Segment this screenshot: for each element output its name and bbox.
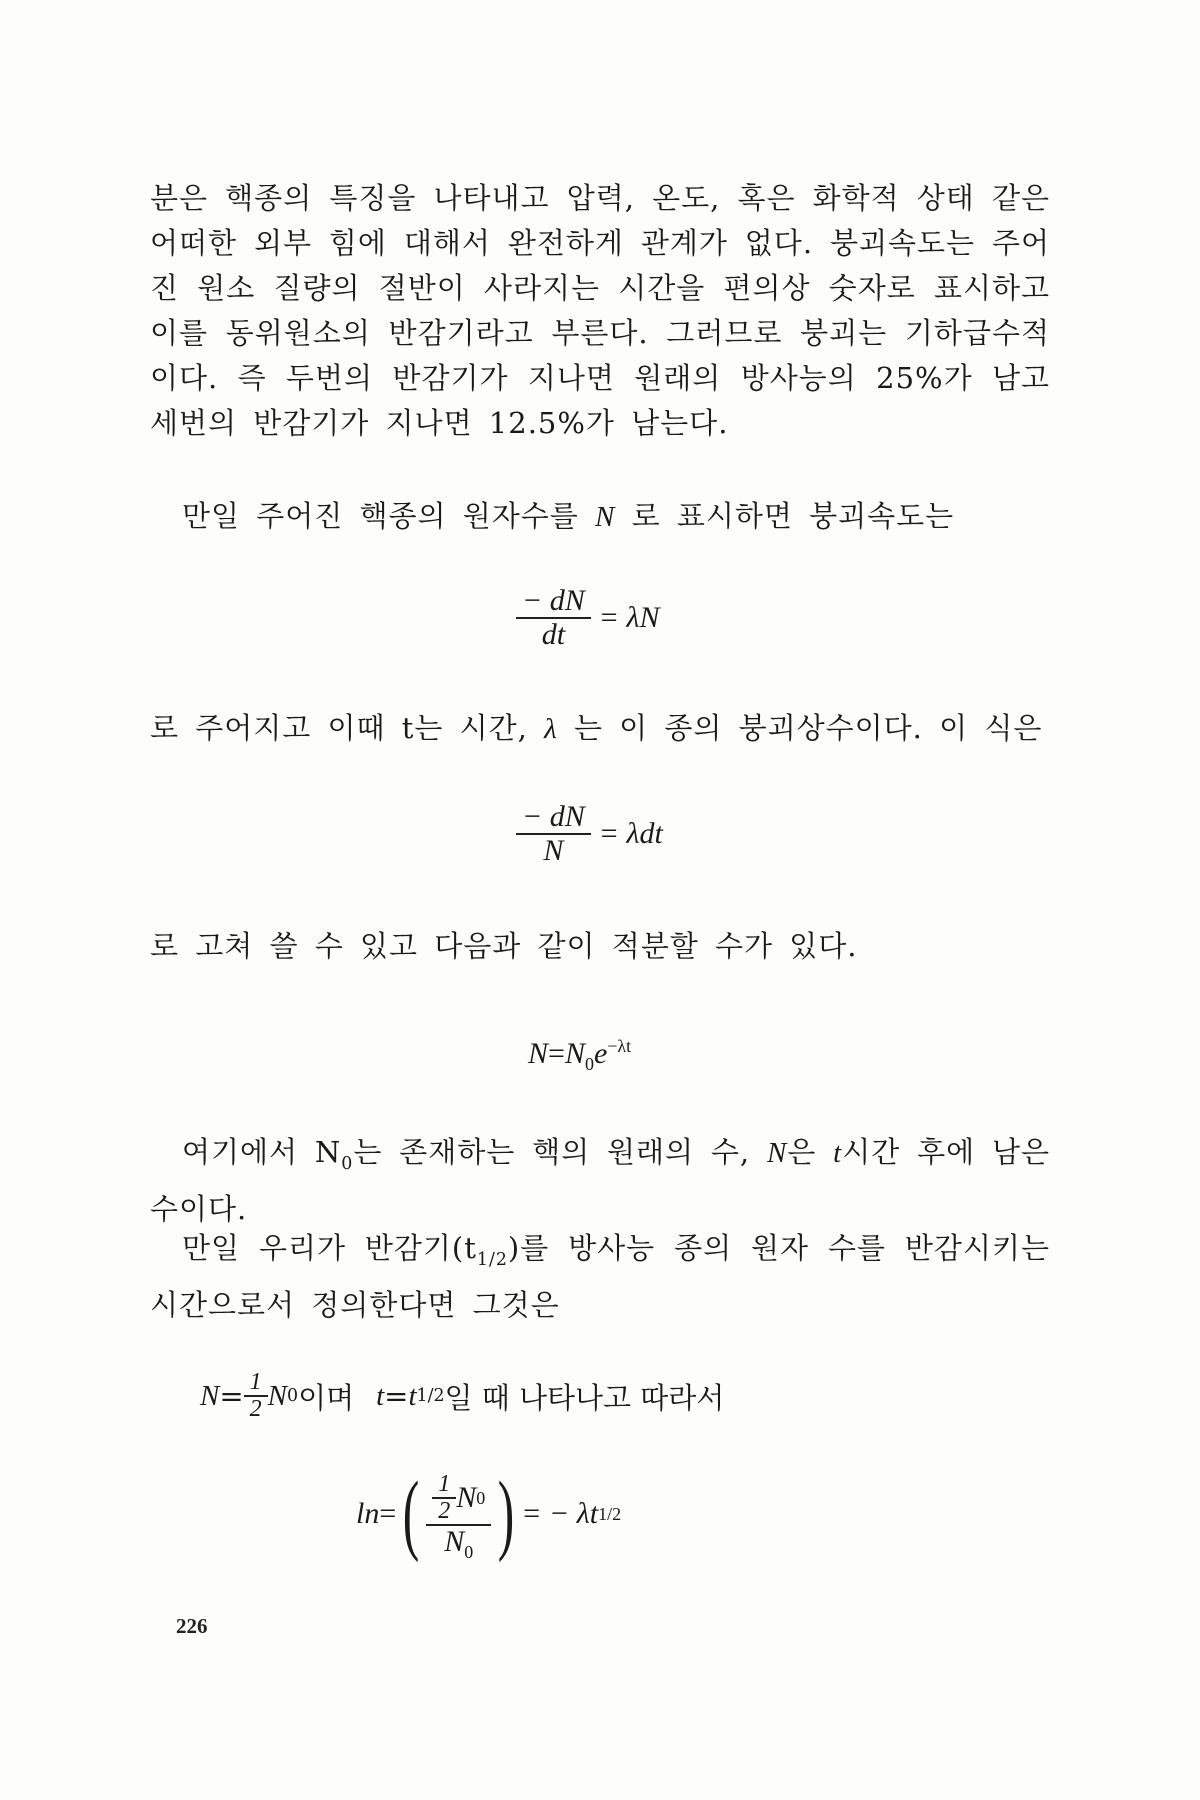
eq6-num-var: N <box>456 1481 477 1515</box>
equation-3 <box>528 1036 631 1075</box>
decay-rate-text-pre: 만일 주어진 핵종의 원자수를 <box>182 499 579 533</box>
given-paragraph <box>150 706 1050 752</box>
halflife-text-pre: 만일 우리가 반감기(t <box>182 1231 477 1265</box>
eq6-half-num: 1 <box>432 1472 456 1499</box>
equation-2 <box>516 800 663 866</box>
given-text-post: 는 이 종의 붕괴상수이다. 이 식은 <box>573 711 1043 745</box>
when-text-post: 일 때 나타나고 따라서 <box>444 1380 725 1415</box>
where-text-mid: 는 존재하는 핵의 원래의 수, <box>353 1135 751 1169</box>
eq6-lhs: ln <box>356 1497 380 1531</box>
eq1-fraction <box>516 585 591 650</box>
eq3-base: N <box>564 1037 585 1070</box>
halflife-text-post: )를 방사능 종의 원자 수를 반감시키는 시간으로서 정의한다면 그것은 <box>150 1231 1050 1322</box>
eq2-fraction <box>516 801 591 866</box>
eq3-lhs: N <box>528 1037 549 1070</box>
when-text-mid: 이며 <box>298 1380 355 1415</box>
eq5-var: t <box>408 1379 417 1412</box>
eq5-equals: = <box>384 1379 409 1414</box>
where-text-mid2: 은 <box>787 1135 817 1169</box>
where-N: N <box>766 1137 788 1169</box>
where-text-post: 시간 후에 남은 수이다. <box>150 1135 1050 1226</box>
eq6-right-paren: ) <box>498 1464 515 1564</box>
eq5-subscript: 1/2 <box>416 1386 445 1407</box>
page-number: 226 <box>176 1614 208 1638</box>
halflife-paragraph <box>150 1226 1050 1328</box>
where-subscript: 0 <box>341 1153 354 1174</box>
eq1-numerator: − dN <box>516 585 591 619</box>
eq1-rhs: = λN <box>598 600 660 634</box>
equation-6 <box>356 1466 621 1562</box>
rewrite-text: 로 고쳐 쓸 수 있고 다음과 같이 적분할 수가 있다. <box>150 929 858 963</box>
eq6-half-den: 2 <box>438 1498 451 1525</box>
decay-rate-paragraph <box>150 494 1050 540</box>
eq3-subscript: 0 <box>584 1054 594 1074</box>
rewrite-paragraph <box>150 924 1050 969</box>
where-paragraph <box>150 1130 1050 1232</box>
eq6-den-sub: 0 <box>464 1542 474 1563</box>
eq4-equals: = <box>219 1379 244 1414</box>
eq6-rhs-sub: 1/2 <box>598 1503 622 1524</box>
eq3-equals: = <box>548 1037 565 1070</box>
intro-text: 분은 핵종의 특징을 나타내고 압력, 온도, 혹은 화학적 상태 같은 어떠한 외부 힘에 대해서 완전하게 관계가 없다. 붕괴속도는 주어진 원소 질량의 절반이 사라지는 시간을 편의상 숫자로 표시하고 이를 동위원소의 반감기라고 부른다. 그러므로 붕괴는 기하급수적이다. 즉 두번의 반감기가 지나면 원래의 방사능의 25%가 남고 세번의 반감기가 지나면 12.5%가 남는다. <box>150 181 1050 440</box>
eq4-fraction <box>244 1370 268 1422</box>
eq4-var: N <box>267 1379 287 1412</box>
equation-1 <box>516 584 660 650</box>
eq6-rhs: = − λt <box>521 1497 599 1531</box>
eq2-denominator: N <box>543 833 564 867</box>
lambda-symbol: λ <box>544 713 558 745</box>
eq2-rhs: = λdt <box>598 816 663 850</box>
eq4-subscript: 0 <box>287 1386 299 1407</box>
eq1-denominator: dt <box>541 617 566 651</box>
eq2-numerator: − dN <box>516 801 591 835</box>
eq6-outer-denominator <box>438 1526 479 1562</box>
eq6-num-sub: 0 <box>476 1487 486 1508</box>
eq6-den-var: N <box>444 1525 465 1559</box>
eq6-half-fraction <box>432 1472 456 1524</box>
eq4-lhs: N <box>200 1379 220 1412</box>
where-text-pre: 여기에서 N <box>182 1135 342 1169</box>
intro-paragraph <box>150 176 1050 446</box>
where-t: t <box>833 1137 843 1169</box>
eq6-left-paren: ( <box>403 1464 420 1564</box>
decay-rate-var: N <box>595 501 616 533</box>
halflife-subscript: 1/2 <box>476 1249 508 1270</box>
given-text-pre: 로 주어지고 이때 t는 시간, <box>150 711 528 745</box>
eq5-lhs: t <box>376 1379 385 1412</box>
eq4-numerator: 1 <box>244 1370 268 1397</box>
decay-rate-text-post: 로 표시하면 붕괴속도는 <box>631 499 955 533</box>
eq3-exp-base: e <box>593 1037 608 1070</box>
eq6-equals: = <box>379 1497 397 1531</box>
eq6-outer-fraction <box>426 1466 491 1562</box>
eq3-exponent: −λt <box>607 1036 632 1056</box>
eq6-outer-numerator <box>426 1466 491 1526</box>
eq4-denominator: 2 <box>249 1396 262 1423</box>
condition-line <box>200 1370 724 1422</box>
